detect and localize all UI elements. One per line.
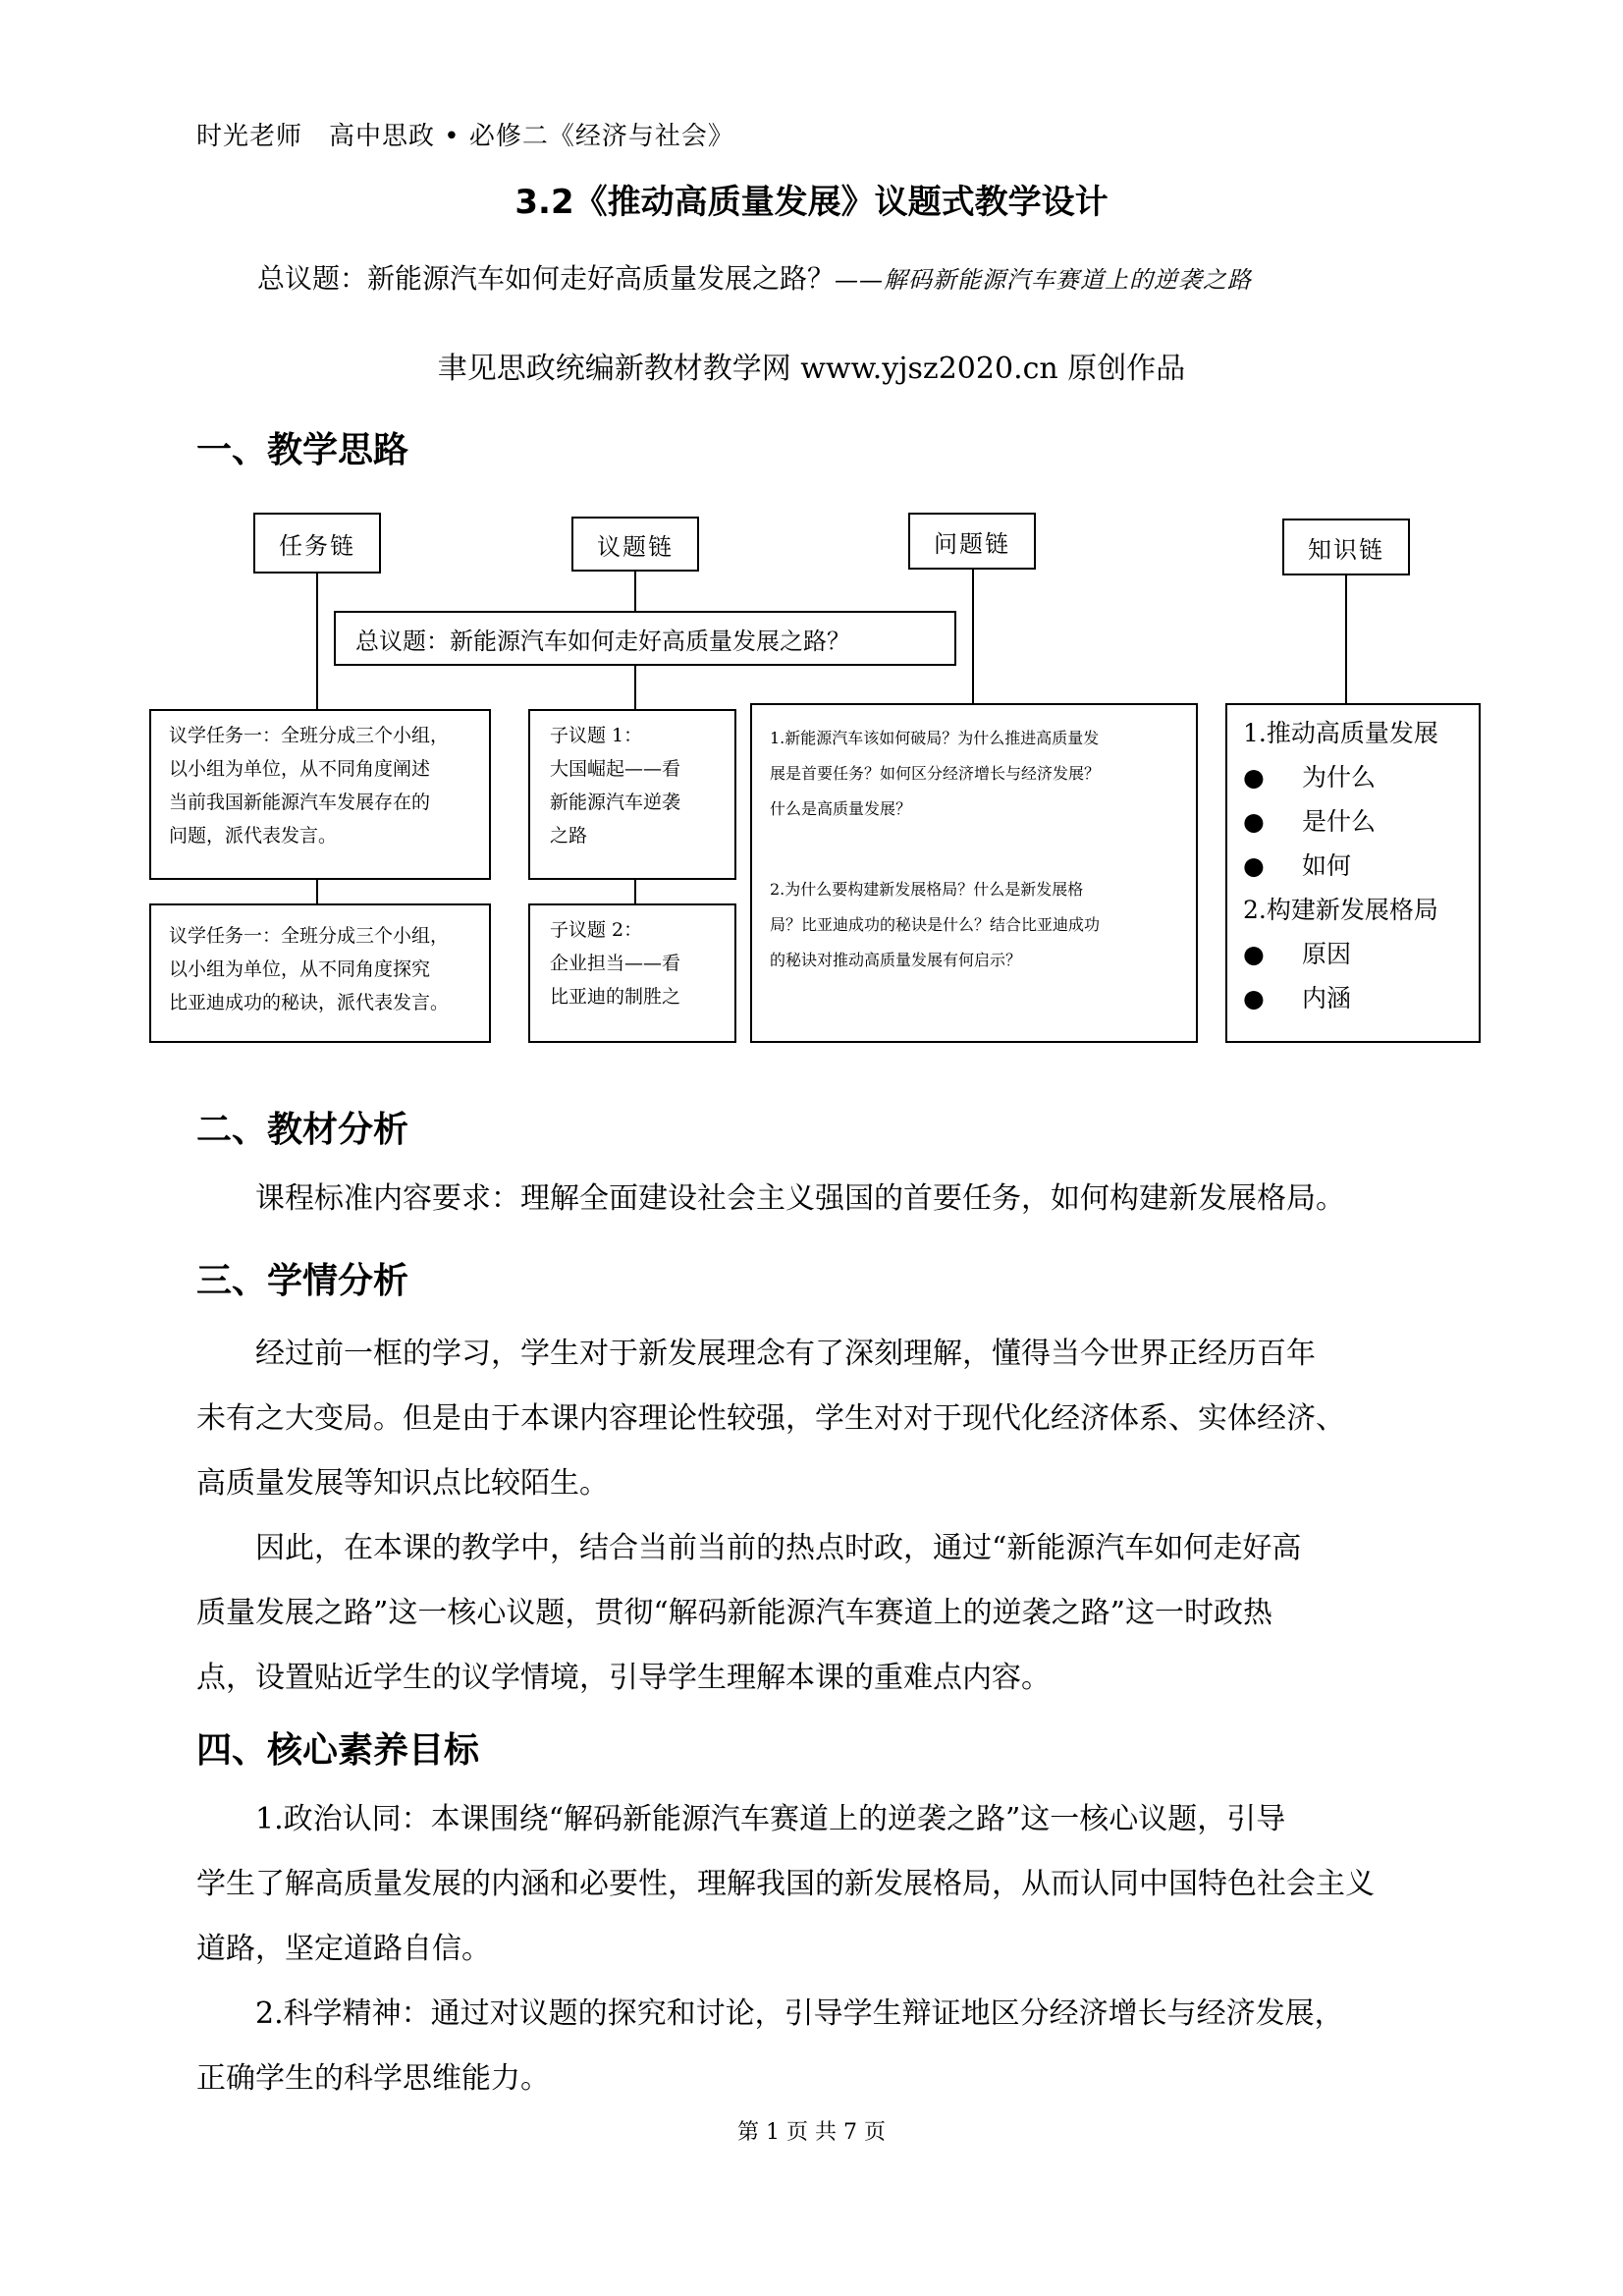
task-1-line: 当前我国新能源汽车发展存在的 (169, 792, 431, 813)
question-box (750, 703, 1198, 1043)
paragraph-line: 道路，坚定道路自信。 (196, 1932, 491, 1966)
knowledge-item-label: 如何 (1302, 851, 1352, 880)
page-number: 第 1 页 共 7 页 (737, 2120, 886, 2145)
paragraph-line: 未有之大变局。但是由于本课内容理论性较强，学生对对于现代化经济体系、实体经济、 (196, 1401, 1345, 1436)
textbook-analysis-text: 课程标准内容要求：理解全面建设社会主义强国的首要任务，如何构建新发展格局。 (255, 1181, 1345, 1216)
knowledge-item (1243, 844, 1463, 888)
connector-topic-bottom (634, 666, 636, 709)
goal-scientific-spirit (196, 1982, 1435, 2111)
subtopic-1-line: 子议题 1： (550, 725, 643, 746)
question-2-line: 局？比亚迪成功的秘诀是什么？结合比亚迪成功 (770, 915, 1101, 934)
paragraph-line: 质量发展之路”这一核心议题，贯彻“解码新能源汽车赛道上的逆袭之路”这一时政热 (196, 1596, 1273, 1630)
bullet-icon: ● (1243, 984, 1265, 1012)
task-2-line: 议学任务一：全班分成三个小组， (169, 925, 450, 947)
subtopic-2-line: 子议题 2： (550, 919, 643, 941)
knowledge-item (1243, 755, 1463, 799)
knowledge-item (1243, 976, 1463, 1020)
paragraph-line: 1.政治认同：本课围绕“解码新能源汽车赛道上的逆袭之路”这一核心议题，引导 (255, 1802, 1286, 1836)
task-box-2 (149, 903, 491, 1043)
section-heading-core-goals: 四、核心素养目标 (196, 1730, 480, 1771)
label-knowledge-chain: 知识链 (1282, 519, 1410, 575)
subtopic-2-line: 企业担当——看 (550, 953, 681, 974)
label-task-chain: 任务链 (253, 513, 381, 574)
knowledge-item-label: 为什么 (1302, 763, 1377, 792)
knowledge-box (1225, 703, 1481, 1043)
main-topic-box: 总议题：新能源汽车如何走好高质量发展之路？ (334, 611, 956, 666)
knowledge-item-label: 原因 (1302, 940, 1352, 968)
knowledge-item (1243, 932, 1463, 976)
knowledge-heading-1: 1.推动高质量发展 (1243, 719, 1438, 747)
paragraph-line: 经过前一框的学习，学生对于新发展理念有了深刻理解，懂得当今世界正经历百年 (255, 1337, 1316, 1371)
knowledge-item-label: 是什么 (1302, 807, 1377, 836)
section-heading-learning-analysis: 三、学情分析 (196, 1261, 409, 1301)
question-1-line: 什么是高质量发展？ (770, 799, 912, 818)
task-box-1 (149, 709, 491, 880)
learning-analysis-paragraph-2 (196, 1516, 1435, 1711)
paragraph-line: 2.科学精神：通过对议题的探究和讨论，引导学生辩证地区分经济增长与经济发展， (255, 1996, 1344, 2031)
task-2-line: 以小组为单位，从不同角度探究 (169, 958, 431, 980)
label-topic-chain: 议题链 (571, 517, 699, 572)
knowledge-item-label: 内涵 (1302, 984, 1352, 1012)
source-line: 聿见思政统编新教材教学网 www.yjsz2020.cn 原创作品 (437, 352, 1186, 386)
bullet-icon: ● (1243, 940, 1265, 968)
subtopic-1-line: 之路 (550, 825, 588, 847)
paragraph-line: 点，设置贴近学生的议学情境，引导学生理解本课的重难点内容。 (196, 1661, 1051, 1695)
overall-topic (257, 257, 1252, 297)
question-2-line: 的秘诀对推动高质量发展有何启示？ (770, 951, 1022, 969)
bullet-icon: ● (1243, 851, 1265, 880)
section-heading-textbook-analysis: 二、教材分析 (196, 1110, 409, 1150)
task-2-line: 比亚迪成功的秘诀，派代表发言。 (169, 992, 450, 1013)
paragraph-line: 高质量发展等知识点比较陌生。 (196, 1466, 609, 1501)
document-title: 3.2《推动高质量发展》议题式教学设计 (514, 183, 1109, 222)
label-question-chain: 问题链 (908, 513, 1036, 570)
knowledge-heading-2: 2.构建新发展格局 (1243, 896, 1438, 924)
task-1-line: 以小组为单位，从不同角度阐述 (169, 758, 431, 780)
paragraph-line: 正确学生的科学思维能力。 (196, 2061, 550, 2096)
subtopic-box-2 (528, 903, 736, 1043)
question-1-line: 展是首要任务？如何区分经济增长与经济发展？ (770, 764, 1101, 783)
task-1-line: 问题，派代表发言。 (169, 825, 338, 847)
bullet-icon: ● (1243, 807, 1265, 836)
question-2 (770, 872, 1178, 978)
connector-subtopic-between (634, 880, 636, 903)
connector-topic-top (634, 572, 636, 611)
question-2-line: 2.为什么要构建新发展格局？什么是新发展格 (770, 880, 1084, 899)
subtopic-2-line: 比亚迪的制胜之 (550, 986, 681, 1008)
connector-task-between (316, 880, 318, 903)
question-1-line: 1.新能源汽车该如何破局？为什么推进高质量发 (770, 729, 1100, 747)
subtopic-1-line: 大国崛起——看 (550, 758, 681, 780)
bullet-icon: ● (1243, 763, 1265, 792)
section-heading-teaching-idea: 一、教学思路 (196, 430, 409, 470)
connector-task (316, 574, 318, 713)
paragraph-line: 学生了解高质量发展的内涵和必要性，理解我国的新发展格局，从而认同中国特色社会主义 (196, 1867, 1375, 1901)
paragraph-line: 因此，在本课的教学中，结合当前当前的热点时政，通过“新能源汽车如何走好高 (255, 1531, 1302, 1565)
connector-question (972, 570, 974, 709)
connector-knowledge (1345, 575, 1347, 703)
learning-analysis-paragraph-1 (196, 1322, 1435, 1516)
subtopic-1-line: 新能源汽车逆袭 (550, 792, 681, 813)
overall-topic-sub: ——解码新能源汽车赛道上的逆袭之路 (835, 266, 1253, 294)
overall-topic-main: 总议题：新能源汽车如何走好高质量发展之路？ (257, 262, 836, 295)
question-1 (770, 721, 1178, 827)
task-1-line: 议学任务一：全班分成三个小组， (169, 725, 450, 746)
subtopic-box-1 (528, 709, 736, 880)
goal-political-identity (196, 1787, 1435, 1982)
knowledge-item (1243, 799, 1463, 844)
document-header: 时光老师 高中思政 • 必修二《经济与社会》 (196, 122, 734, 151)
